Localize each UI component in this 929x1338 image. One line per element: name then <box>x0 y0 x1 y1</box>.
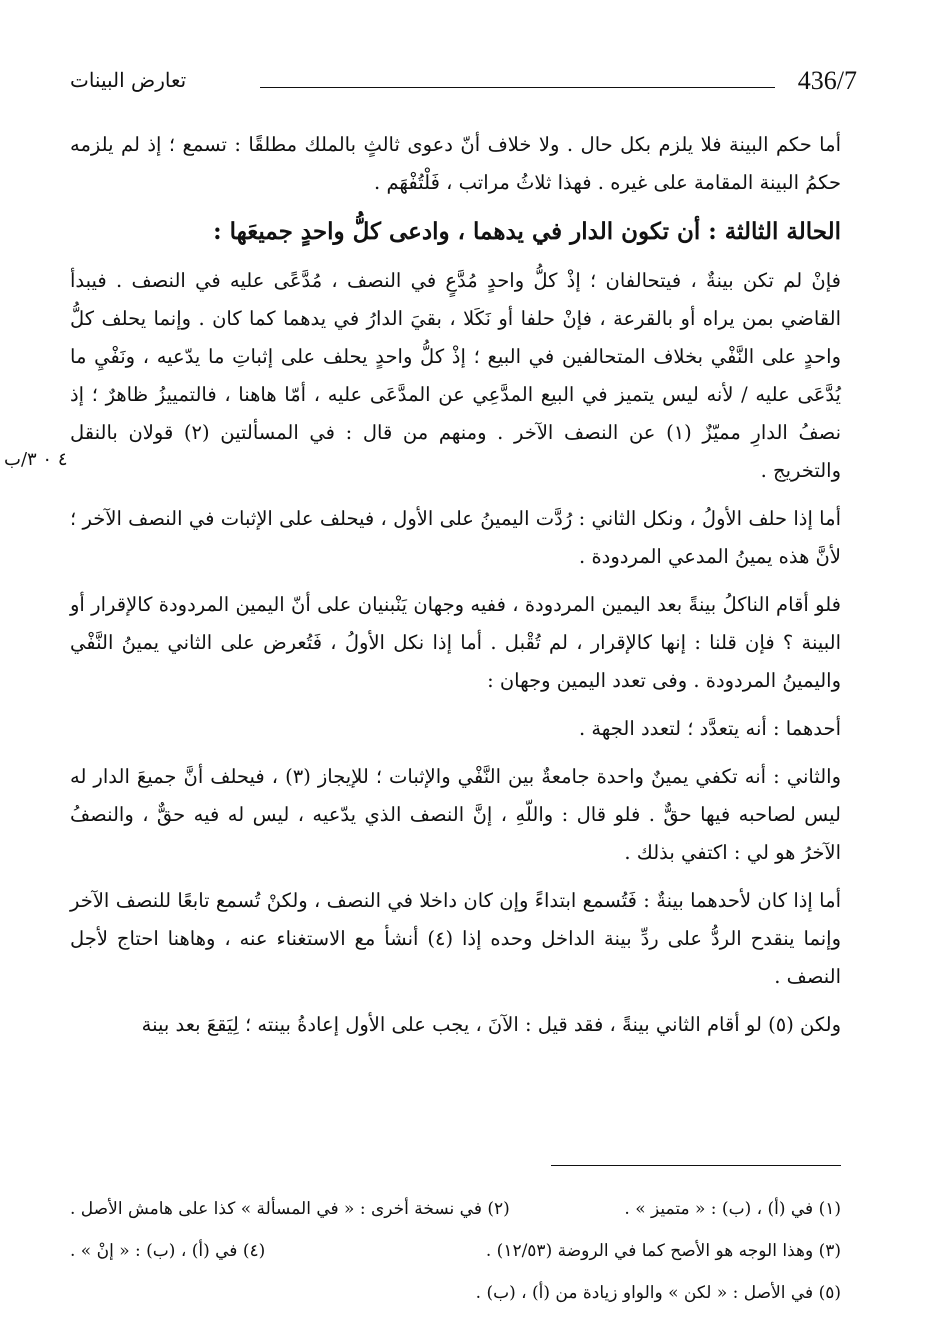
page-header <box>70 66 857 102</box>
paragraph-1: أما حكم البينة فلا يلزم بكل حال . ولا خلاف أنّ دعوى ثالثٍ بالملك مطلقًا : تسمع ؛ إذ لم يلزمه حكمُ البينة المقامة على غيره . فهذا ثلاثُ مراتب ، فَلْتُفْهَم . <box>70 133 841 194</box>
footnote-2: (٢) في نسخة أخرى : « في المسألة » كذا على هامش الأصل . <box>70 1199 510 1219</box>
footnote-5: (٥) في الأصل : « لكن » والواو زيادة من (أ) ، (ب) . <box>475 1283 841 1303</box>
paragraph-5: أحدهما : أنه يتعدَّد ؛ لتعدد الجهة . <box>578 717 841 740</box>
footnotes-divider <box>551 1165 841 1166</box>
footnote-3: (٣) وهذا الوجه هو الأصح كما في الروضة (١٢/٥٣) . <box>485 1241 841 1261</box>
footnote-row <box>70 1236 841 1278</box>
footnote-4: (٤) في (أ) ، (ب) : « إنْ » . <box>70 1241 266 1261</box>
footnotes <box>70 1194 841 1320</box>
section-heading: الحالة الثالثة : أن تكون الدار في يدهما ، وادعى كلُّ واحدٍ جميعَها : <box>213 218 841 245</box>
paragraph-2: فإنْ لم تكن بينةٌ ، فيتحالفان ؛ إذْ كلُّ واحدٍ مُدَّعٍ في النصف ، مُدَّعًى عليه في النصف . فيبدأ القاضي بمن يراه أو بالقرعة ، فإنْ حلفا أو نَكَلا ، بقيَ الدارُ في يدهما كما كان . وإنما يحلف كلُّ واحدٍ على النَّفْي بخلاف المتحالفين في البيع ؛ إذْ كلُّ واحدٍ يحلف على إثباتِ ما يدّعيه ، ونَفْيِ ما يُدَّعَى عليه / لأنه ليس يتميز في البيع المدَّعِي عن المدَّعَى عليه ، أمّا هاهنا ، فالتمييزُ ظاهرٌ ؛ إذ نصفُ الدارِ مميّزٌ (١) عن النصف الآخر . ومنهم من قال : في المسألتين (٢) قولان بالنقل والتخريج . <box>70 269 841 482</box>
paragraph-7: أما إذا كان لأحدهما بينةٌ : فَتُسمع ابتداءً وإن كان داخلا في النصف ، ولكنْ تُسمع تابعًا للنصف الآخر وإنما ينقدح الردُّ على ردِّ بينة الداخل وحده إذا (٤) أنشأ مع الاستغناء عنه ، وهاهنا احتاج لأجل النصف . <box>70 889 841 988</box>
running-title: تعارض البينات <box>70 68 187 92</box>
page-number: 436/7 <box>797 66 857 95</box>
paragraph-6: والثاني : أنه تكفي يمينٌ واحدة جامعةٌ بين النَّفْي والإثبات ؛ للإيجاز (٣) ، فيحلف أنَّ جميعَ الدار له ليس لصاحبه فيها حقٌّ . فلو قال : واللّهِ ، إنَّ النصف الذي يدّعيه ، ليس له فيه حقٌّ ، والنصفُ الآخرُ هو لي : اكتفي بذلك . <box>70 765 841 864</box>
paragraph-4: فلو أقام الناكلُ بينةً بعد اليمين المردودة ، ففيه وجهان يَنْبنيان على أنّ اليمين المردودة كالإقرار أو البينة ؟ فإن قلنا : إنها كالإقرار ، لم تُقْبل . أما إذا نكل الأولُ ، فَتُعرض على الثاني يمينُ النَّفْي واليمينُ المردودة . وفى تعدد اليمين وجهان : <box>70 593 841 692</box>
paragraph-3: أما إذا حلف الأولُ ، ونكل الثاني : رُدَّت اليمينُ على الأول ، فيحلف على الإثبات في النصف الآخر ؛ لأنَّ هذه يمينُ المدعي المردودة . <box>70 507 841 568</box>
manuscript-folio-note: ٤ ٠ ٣/ب <box>4 449 68 470</box>
header-rule <box>260 87 775 88</box>
footnote-row <box>70 1194 841 1236</box>
footnote-row <box>70 1278 841 1320</box>
footnote-1: (١) في (أ) ، (ب) : « متميز » . <box>624 1199 841 1219</box>
paragraph-8: ولكن (٥) لو أقام الثاني بينةً ، فقد قيل : الآنَ ، يجب على الأول إعادةُ بينته ؛ لِيَقعَ بعد بينة <box>141 1013 841 1036</box>
main-text <box>70 126 841 1044</box>
